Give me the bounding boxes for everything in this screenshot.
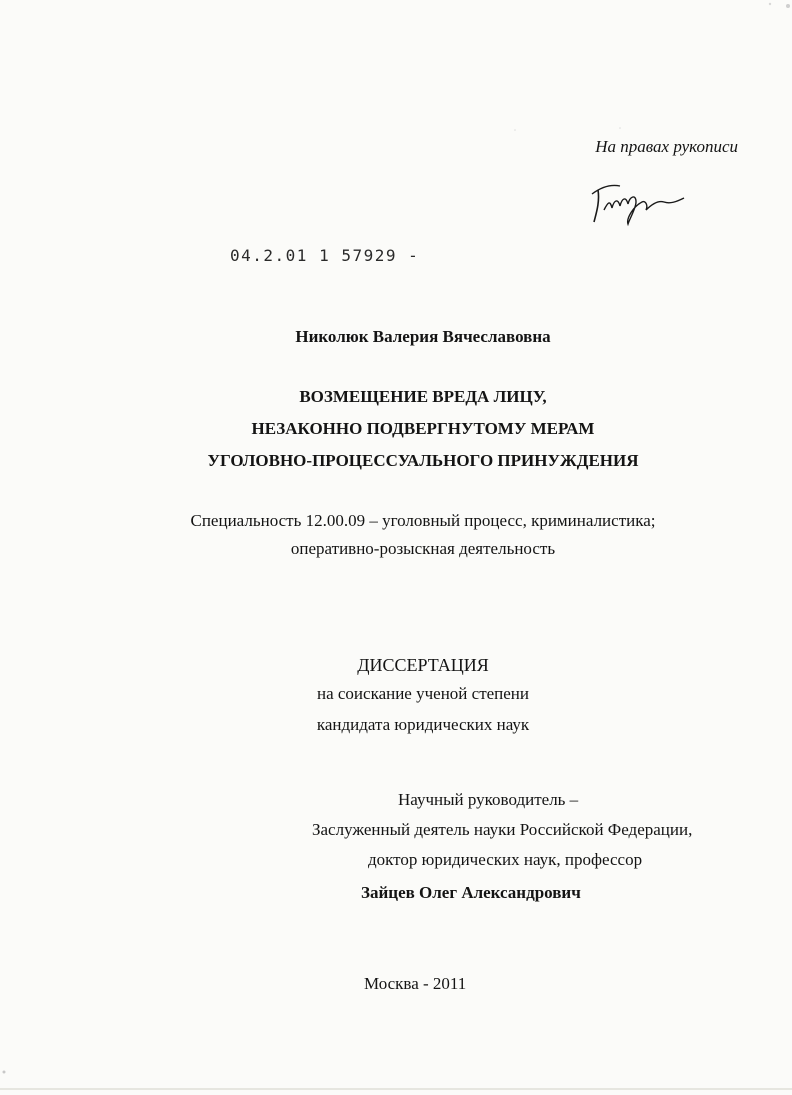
degree-purpose: на соискание ученой степени [316, 684, 530, 703]
place-and-year: Москва - 2011 [364, 974, 467, 993]
specialty-line-2: оперативно-розыскная деятельность [290, 539, 556, 558]
dissertation-title-line-3: УГОЛОВНО-ПРОЦЕССУАЛЬНОГО ПРИНУЖДЕНИЯ [207, 451, 639, 470]
copyright-note: На правах рукописи [595, 137, 738, 156]
specialty-line-1: Специальность 12.00.09 – уголовный процесс, криминалистика; [190, 511, 656, 530]
supervisor-label: Научный руководитель – [398, 790, 579, 809]
supervisor-name: Зайцев Олег Александрович [361, 883, 581, 902]
degree-field: кандидата юридических наук [316, 715, 530, 734]
dissertation-title-line-1: ВОЗМЕЩЕНИЕ ВРЕДА ЛИЦУ, [299, 387, 547, 406]
archive-registration-number: 04.2.01 1 57929 - [230, 246, 420, 265]
author-name: Николюк Валерия Вячеславовна [295, 327, 551, 346]
supervisor-academic-degree: доктор юридических наук, профессор [368, 850, 643, 869]
dissertation-title-line-2: НЕЗАКОННО ПОДВЕРГНУТОМУ МЕРАМ [251, 419, 595, 438]
handwritten-signature [590, 172, 685, 227]
supervisor-honorary-title: Заслуженный деятель науки Российской Федерации, [312, 820, 693, 839]
document-type: ДИССЕРТАЦИЯ [357, 655, 489, 675]
